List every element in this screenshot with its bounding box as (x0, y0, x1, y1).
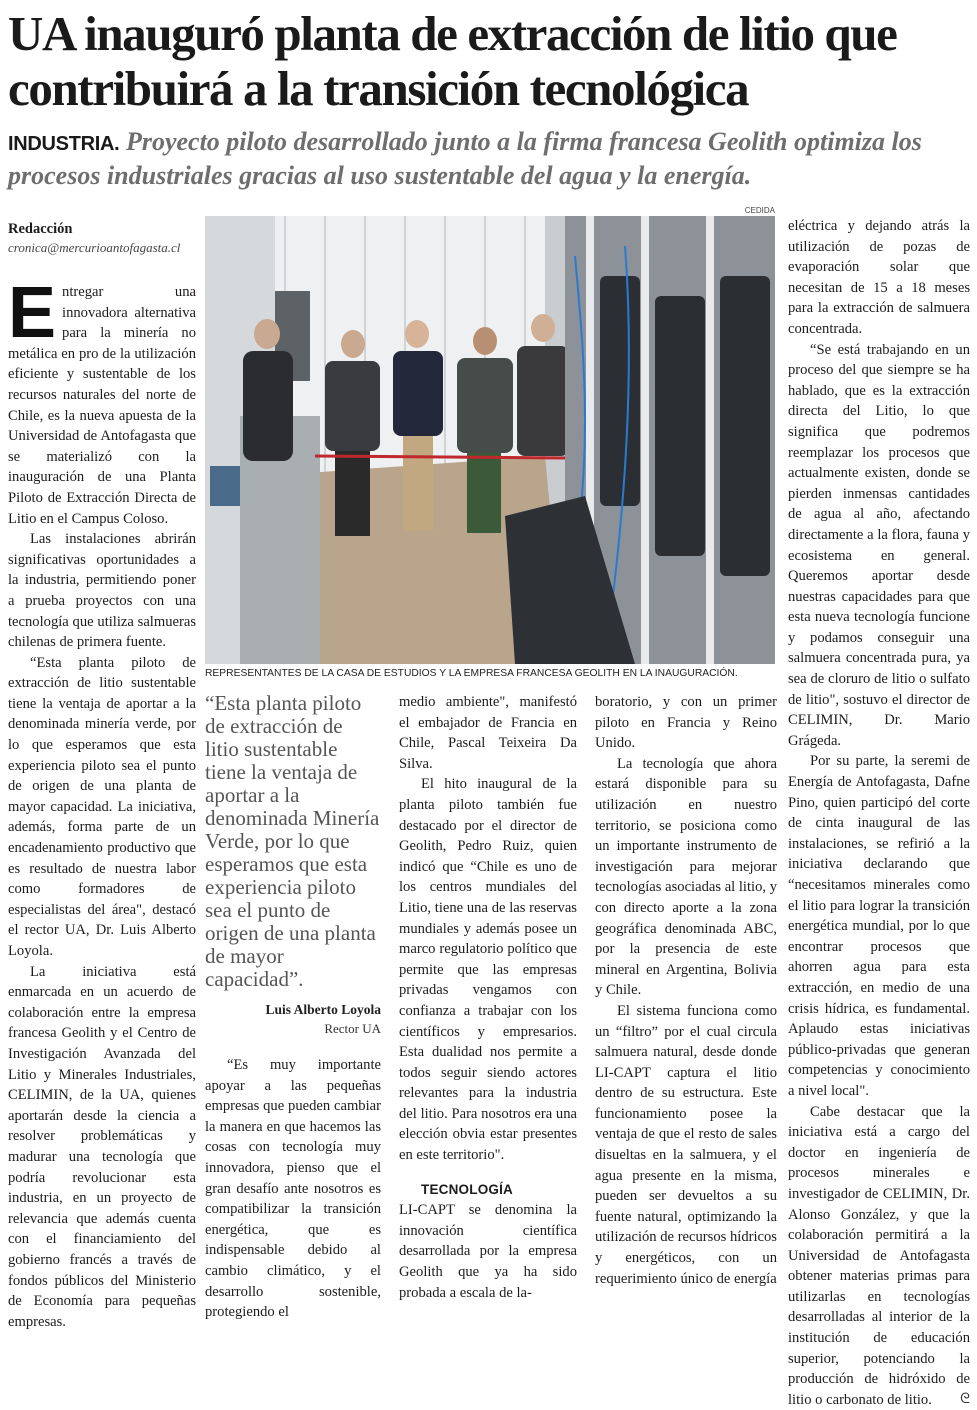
article-body (0, 206, 977, 1408)
pull-quote-name: Luis Alberto Loyola (265, 1002, 381, 1017)
paragraph: Las instalaciones abrirán significativas oportunidades a la industria, permitiendo poner a prueba proyectos con una tecnología que utiliza salmueras chilenas de primera fuente. (8, 531, 196, 651)
paragraph: “Se está trabajando en un proceso del que siempre se ha hablado, que es la extracción directa del Litio, lo que significa que podremos reemplazar los procesos que actualmente existen, donde se pierden inmensas cantidades de agua al año, afectando directamente a la flora, fauna y ecosistema en general. Queremos aportar desde nuestras capacidades para que esta nueva tecnología funcione y podamos conseguir una salmuera concentrada pura, ya sea de cloruro de litio o sulfato de litio", sostuvo el director de CELIMIN, Dr. Mario Grágeda. (788, 341, 970, 749)
paragraph: LI-CAPT se denomina la innovación científica desarrollada por la empresa Geolith que ya ha sido probada a escala de la- (399, 1202, 577, 1301)
paragraph: El hito inaugural de la planta piloto también fue destacado por el director de Geolith, Pedro Ruiz, quien indicó que “Chile es uno de los centros mundiales del Litio, tiene una de las reservas mundiales y además posee un marco regulatorio político que permite que las empresas privadas vengamos con confianza a trabajar con los científicos y empresarios. Esta dualidad nos permite a todos seguir siendo actores relevantes para la industria del litio. Para nosotros era una elección obvia estar presentes en este territorio". (399, 776, 577, 1164)
byline-email[interactable]: cronica@mercurioantofagasta.cl (8, 240, 181, 255)
article-header (0, 0, 977, 192)
paragraph: La tecnología que ahora estará disponible para su utilización en nuestro territorio, se posiciona como un importante instrumento de investigación para mejorar tecnologías asociadas al litio, y con directo aporte a la zona geográfica denominada ABC, por la presencia de este mineral en Argentina, Bolivia y Chile. (595, 755, 777, 999)
photo-credit: CEDIDA (744, 206, 775, 215)
paragraph: El sistema funciona como un “filtro” por el cual circula salmuera natural, desde donde LI-CAPT captura el litio dentro de su estructura. Este funcionamiento posee la ventaja de que el resto de sales disueltas en la salmuera, y el agua presente en la misma, pueden ser devueltos a su fuente natural, optimizando la utilización de recursos hídricos y energéticos, con un requerimiento único de energía (595, 1002, 777, 1287)
paragraph: Por su parte, la seremi de Energía de Antofagasta, Dafne Pino, quien participó del corte de cinta inaugural de las instalaciones, se refirió a la iniciativa declarando que “necesitamos minerales como el litio para lograr la transición energética mundial, por lo que encontrar procesos que ahorren agua para esta extracción, en medio de una crisis hídrica, es fundamental. Aplaudo estas iniciativas público-privadas que generan competencias y conocimiento a nivel local". (788, 753, 970, 1099)
paragraph: “Es muy importante apoyar a las pequeñas empresas que pueden cambiar la manera en que hacemos las cosas con tecnología muy innovadora, pienso que el gran desafío ante nosotros es compatibilizar la transición energética, que es indispensable debido al cambio climático, y el desarrollo sostenible, protegiendo el (205, 1057, 381, 1321)
paragraph: Cabe destacar que la iniciativa está a cargo del doctor en ingeniería de procesos minerales e investigador de CELIMIN, Dr. Alonso González, y que la colaboración permitirá a la Universidad de Antofagasta obtener materias primas para utilizarlas en tecnologías desarrolladas al interior de la institución de educación superior, potenciando la producción de hidróxido de litio o carbonato de litio. ᘓ (788, 1102, 970, 1410)
pull-quote-text: “Esta planta piloto de extracción de litio sustentable tiene la ventaja de aportar a la denominada Minería Verde, por lo que esperamos que esta experiencia piloto sea el punto de origen de una planta de mayor capacidad”. (205, 691, 380, 991)
paragraph: medio ambiente", manifestó el embajador de Francia en Chile, Pascal Teixeira Da Silva. (399, 694, 577, 772)
paragraph: “Esta planta piloto de extracción de litio sustentable tiene la ventaja de aportar a la denominada minería verde, por lo que esperamos que esta experiencia piloto sea el punto de origen de una planta de mayor capacidad. La iniciativa, además, forma parte de un encadenamiento productivo que es resultado de nuestra labor como formadores de especialistas del área", destacó el rector UA, Dr. Luis Alberto Loyola. (8, 654, 196, 959)
headline: UA inauguró planta de extracción de litio que contribuirá a la transición tecnológica (8, 6, 897, 116)
paragraph: eléctrica y dejando atrás la utilización de pozas de evaporación solar que necesitan de 15 a 18 meses para la extracción de salmuera concentrada. (788, 218, 970, 337)
deck (8, 126, 969, 192)
photo-illustration (205, 216, 775, 664)
photo-caption: REPRESENTANTES DE LA CASA DE ESTUDIOS Y LA EMPRESA FRANCESA GEOLITH EN LA INAUGURACIÓN. (205, 668, 738, 679)
column-3 (399, 692, 577, 1323)
column-2-wrapper (205, 692, 381, 1323)
lower-columns (205, 692, 777, 1323)
column-2 (205, 1055, 381, 1323)
pull-quote (205, 692, 381, 1037)
drop-cap: E (8, 273, 57, 353)
pull-quote-role: Rector UA (324, 1021, 381, 1036)
byline-author: Redacción (8, 221, 73, 237)
paragraph: La iniciativa está enmarcada en un acuerdo de colaboración entre la empresa francesa Geolith y el Centro de Investigación Avanzada del Litio y Minerales Industriales, CELIMIN, de la UA, quienes aportarán desde la ciencia a resolver problemáticas y madurar una tecnología que podría revolucionar esta industria, en un proyecto de relevancia que además cuenta con el financiamiento del gobierno francés a través de fondos públicos del Ministerio de Economía para pequeñas empresas. (8, 963, 196, 1330)
column-4 (595, 692, 777, 1323)
paragraph: boratorio, y con un primer piloto en Francia y Reino Unido. (595, 694, 777, 752)
article-photo (205, 216, 775, 664)
column-5 (788, 216, 970, 1410)
deck-text: Proyecto piloto desarrollado junto a la firma francesa Geolith optimiza los procesos industriales gracias al uso sustentable del agua y la energía. (8, 127, 922, 190)
end-mark-icon: ᘓ (960, 1391, 970, 1407)
subhead-tecnologia: TECNOLOGÍA (421, 1181, 513, 1197)
below-photo-area (205, 667, 777, 1323)
lead-paragraph: Entregar una innovadora alternativa para la minería no metálica en pro de la utilización eficiente y sustentable de los recursos naturales del norte de Chile, es la nueva apuesta de la Universidad de Antofagasta que se materializó con la inauguración de una Planta Piloto de Extracción Directa de Litio en el Campus Coloso. (8, 273, 196, 527)
column-1 (8, 220, 196, 1332)
section-kicker: INDUSTRIA. (8, 133, 120, 155)
